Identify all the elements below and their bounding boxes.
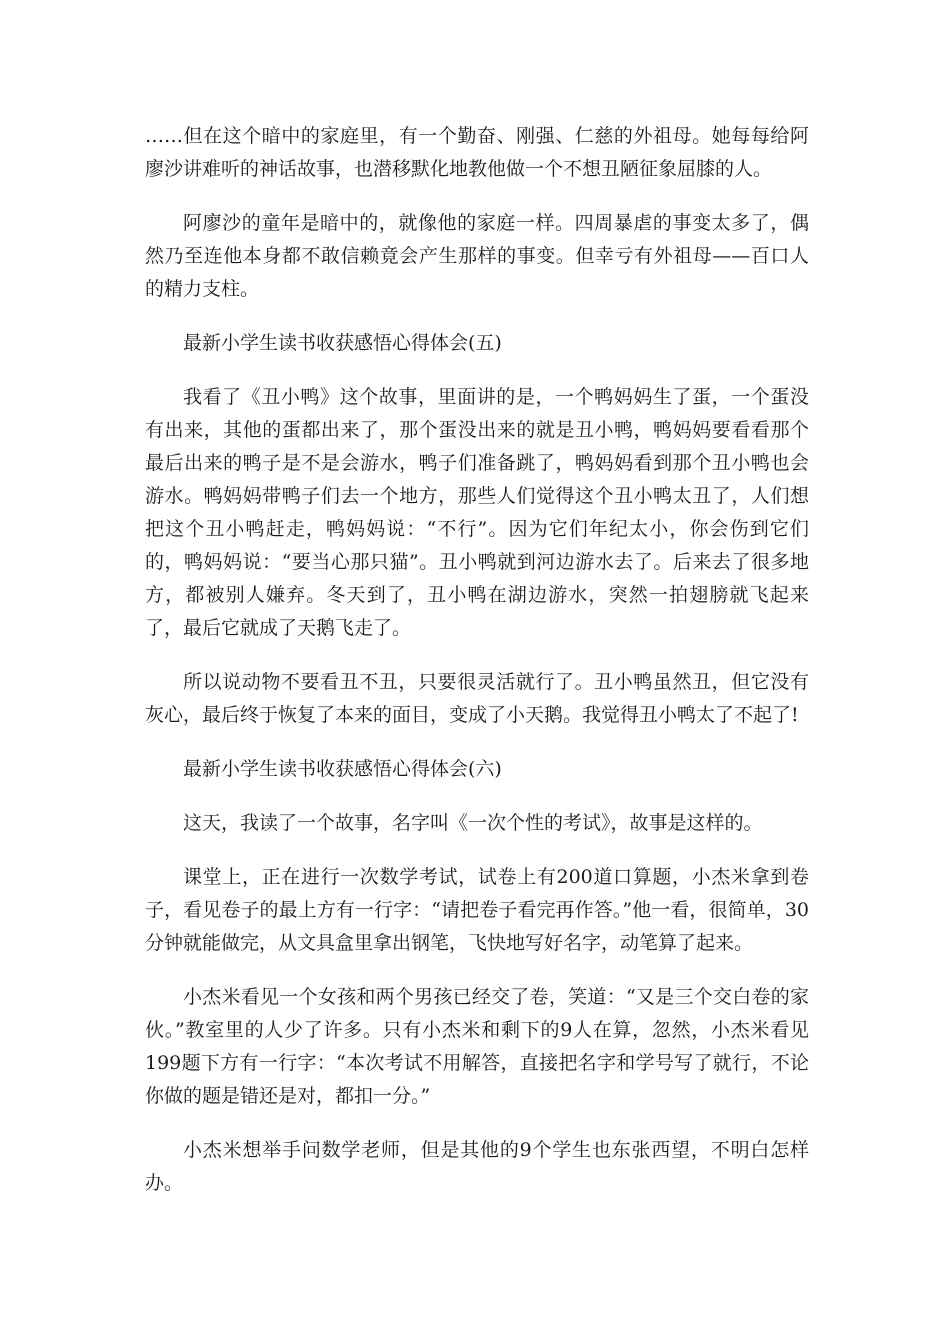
paragraph: 我看了《丑小鸭》这个故事，里面讲的是，一个鸭妈妈生了蛋，一个蛋没有出来，其他的蛋都出来了，那个蛋没出来的就是丑小鸭，鸭妈妈要看看那个最后出来的鸭子是不是会游水，鸭子们准备跳了，鸭妈妈看到那个丑小鸭也会游水。鸭妈妈带鸭子们去一个地方，那些人们觉得这个丑小鸭太丑了，人们想把这个丑小鸭赶走，鸭妈妈说：“不行”。因为它们年纪太小，你会伤到它们的，鸭妈妈说：“要当心那只猫”。丑小鸭就到河边游水去了。后来去了很多地方，都被别人嫌弃。冬天到了，丑小鸭在湖边游水，突然一拍翅膀就飞起来了，最后它就成了天鹅飞走了。 (145, 386, 809, 639)
paragraph: 小杰米想举手问数学老师，但是其他的9个学生也东张西望，不明白怎样办。 (145, 1139, 809, 1194)
paragraph: 小杰米看见一个女孩和两个男孩已经交了卷，笑道：“又是三个交白卷的家伙。”教室里的人少了许多。只有小杰米和剩下的9人在算，忽然，小杰米看见199题下方有一行字：“本次考试不用解答，直接把名字和学号写了就行，不论你做的题是错还是对，都扣一分。” (145, 986, 809, 1107)
document-page (145, 120, 809, 1221)
paragraph: 阿廖沙的童年是暗中的，就像他的家庭一样。四周暴虐的事变太多了，偶然乃至连他本身都不敢信赖竟会产生那样的事变。但幸亏有外祖母——百口人的精力支柱。 (145, 212, 809, 300)
section-heading: 最新小学生读书收获感悟心得体会(五) (183, 332, 502, 354)
paragraph: 所以说动物不要看丑不丑，只要很灵活就行了。丑小鸭虽然丑，但它没有灰心，最后终于恢复了本来的面目，变成了小天鹅。我觉得丑小鸭太了不起了! (145, 671, 809, 726)
paragraph: ……但在这个暗中的家庭里，有一个勤奋、刚强、仁慈的外祖母。她每每给阿廖沙讲难听的神话故事，也潜移默化地教他做一个不想丑陋征象屈膝的人。 (145, 125, 809, 180)
section-heading: 最新小学生读书收获感悟心得体会(六) (183, 758, 502, 780)
paragraph: 课堂上，正在进行一次数学考试，试卷上有200道口算题，小杰米拿到卷子，看见卷子的最上方有一行字：“请把卷子看完再作答。”他一看，很简单，30分钟就能做完，从文具盒里拿出钢笔，飞快地写好名字，动笔算了起来。 (145, 866, 809, 954)
paragraph: 这天，我读了一个故事，名字叫《一次个性的考试》，故事是这样的。 (183, 812, 763, 834)
